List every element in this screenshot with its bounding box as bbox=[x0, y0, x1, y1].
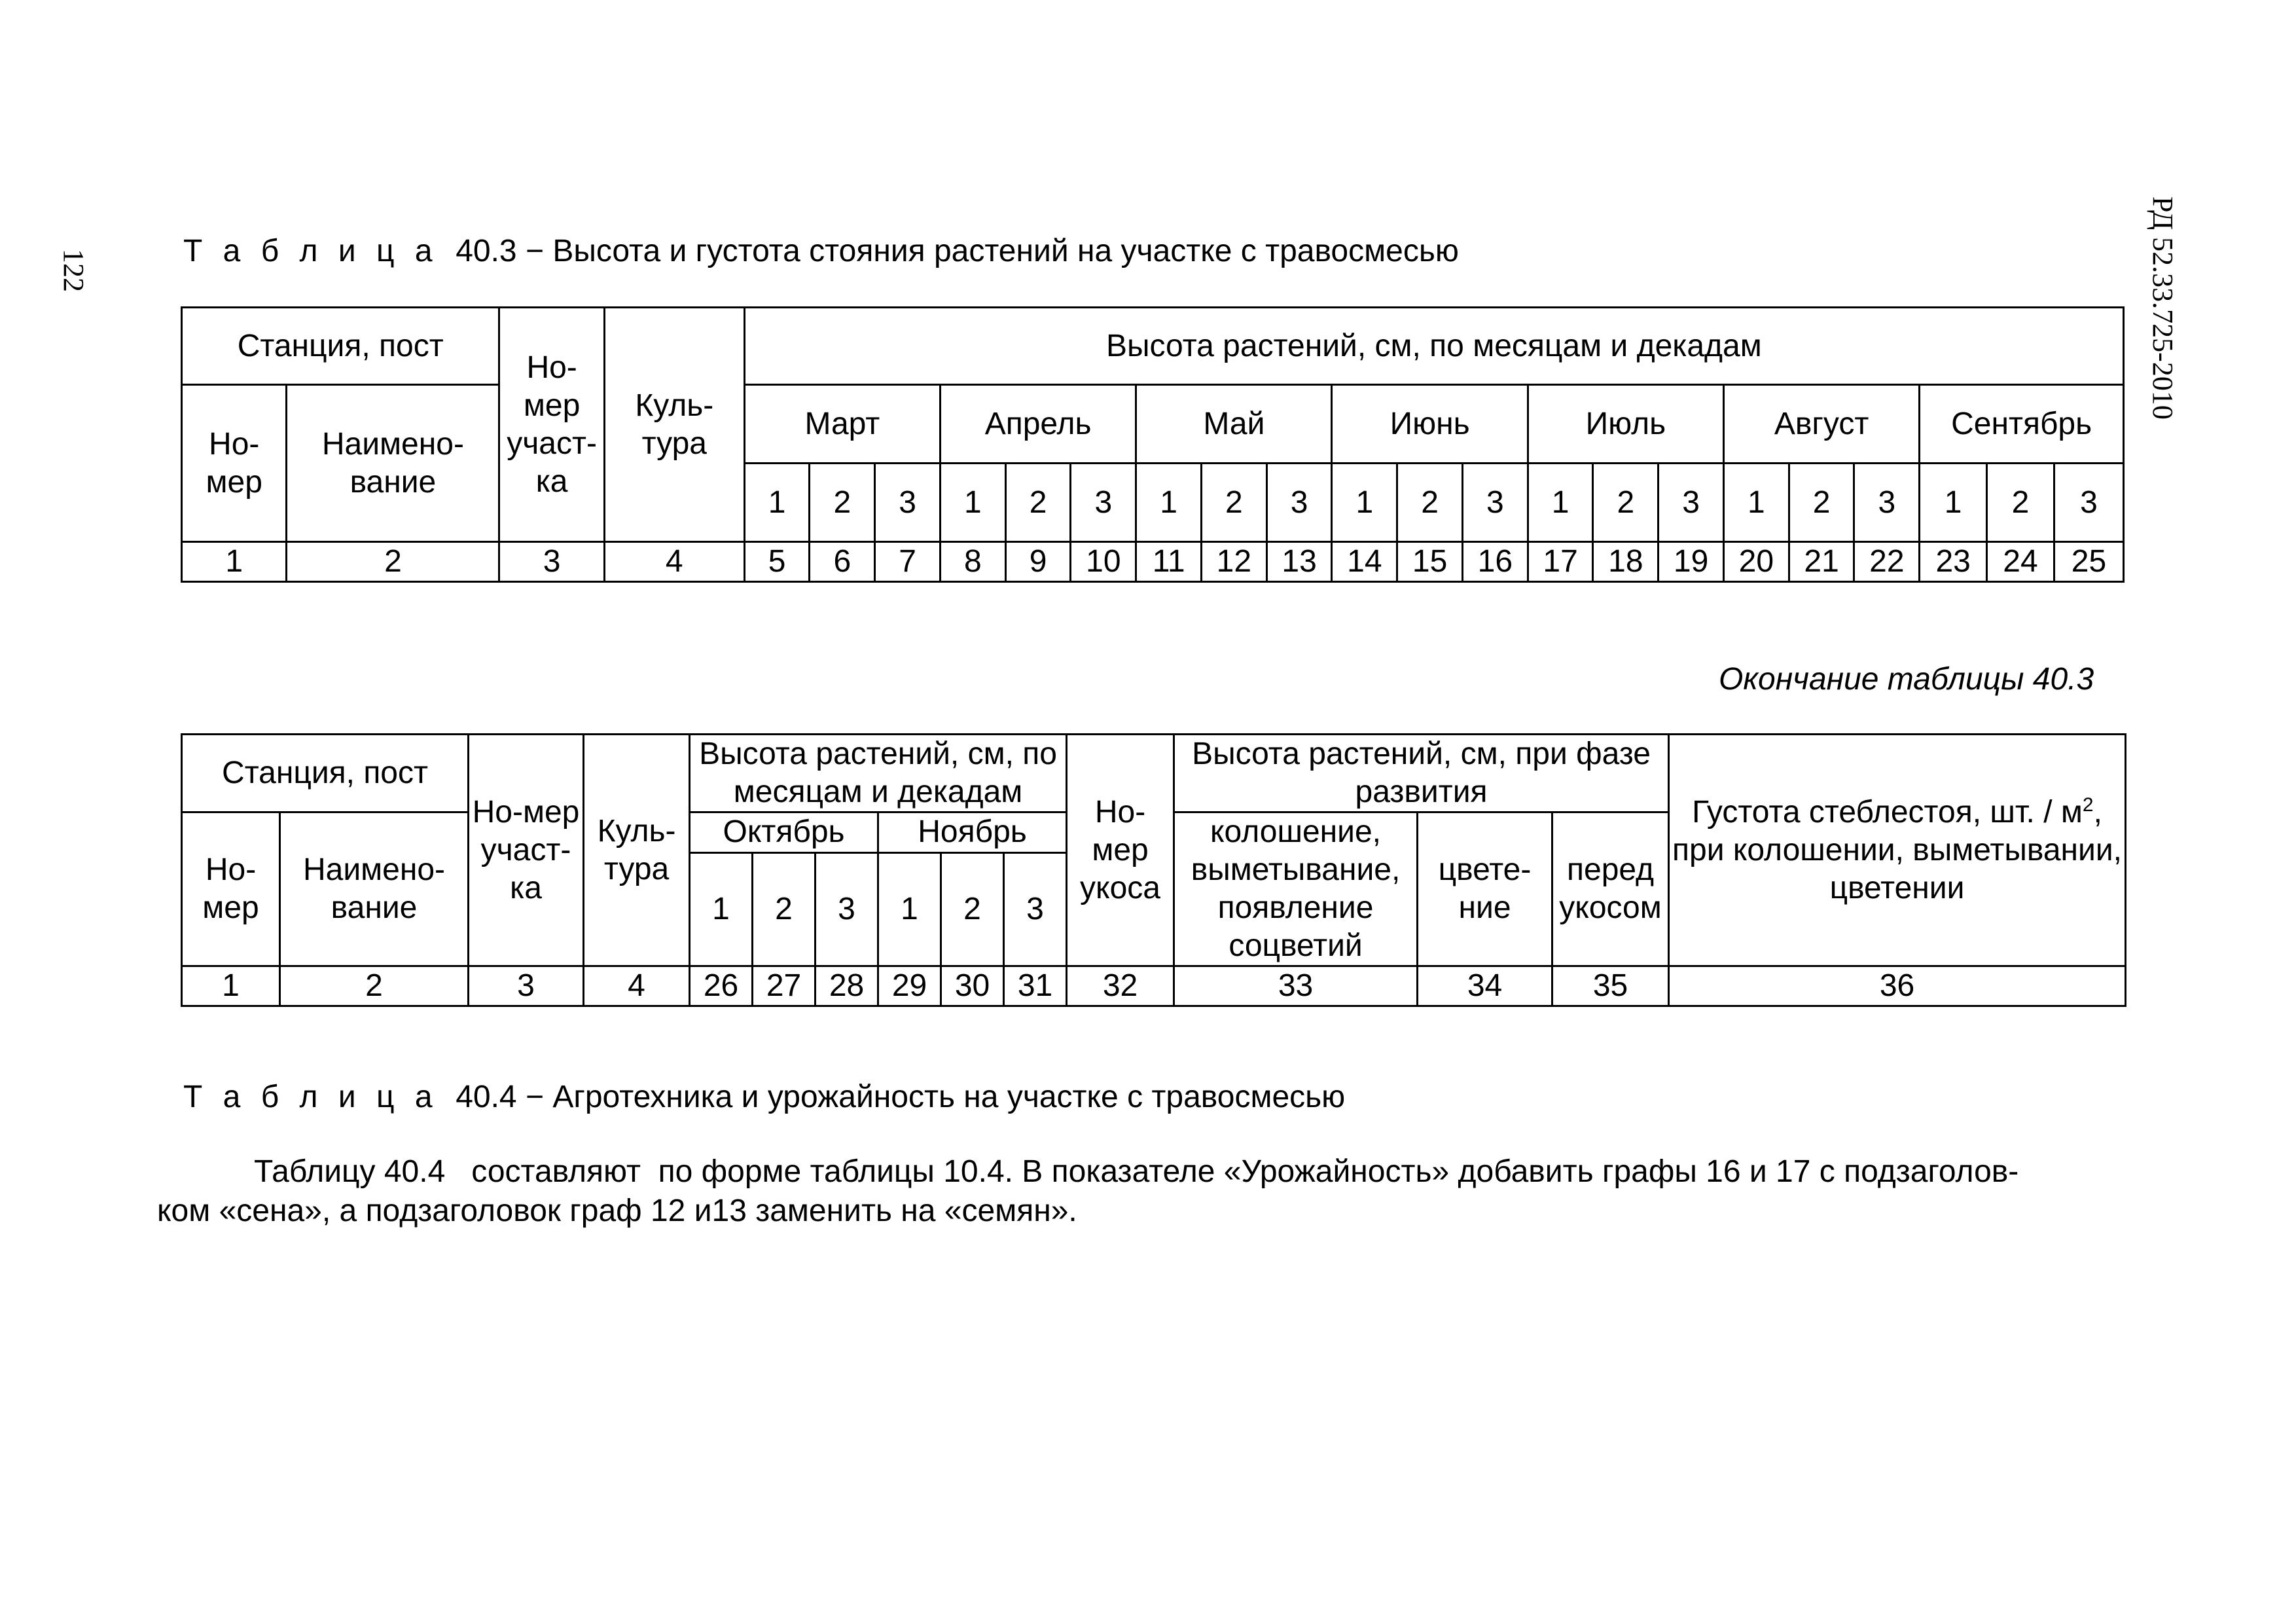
column-number: 15 bbox=[1397, 542, 1463, 582]
table-caption-text: 40.3 − Высота и густота стояния растений на участке с травосмесью bbox=[456, 234, 1459, 268]
decade-cell: 1 bbox=[1528, 464, 1593, 542]
column-number: 27 bbox=[753, 966, 816, 1006]
decade-cell: 3 bbox=[2054, 464, 2123, 542]
column-number: 14 bbox=[1332, 542, 1397, 582]
month-header: Октябрь bbox=[690, 812, 878, 853]
station-header: Станция, пост bbox=[182, 308, 499, 385]
column-number: 23 bbox=[1920, 542, 1987, 582]
name-header: Наимено-вание bbox=[280, 812, 469, 966]
column-number: 29 bbox=[878, 966, 941, 1006]
column-number: 24 bbox=[1987, 542, 2054, 582]
column-number: 35 bbox=[1552, 966, 1669, 1006]
station-header: Станция, пост bbox=[182, 735, 469, 812]
plot-number-header: Но-мер участ-ка bbox=[469, 735, 584, 966]
column-number: 4 bbox=[604, 542, 744, 582]
column-number: 6 bbox=[810, 542, 875, 582]
month-header: Май bbox=[1136, 385, 1332, 464]
number-header: Но-мер bbox=[182, 385, 287, 542]
decade-cell: 3 bbox=[1659, 464, 1724, 542]
column-number: 11 bbox=[1136, 542, 1202, 582]
crop-header: Куль-тура bbox=[584, 735, 690, 966]
decade-cell: 2 bbox=[1789, 464, 1854, 542]
column-number: 34 bbox=[1418, 966, 1552, 1006]
month-header: Март bbox=[744, 385, 940, 464]
column-number: 9 bbox=[1005, 542, 1071, 582]
column-number: 2 bbox=[287, 542, 499, 582]
decade-cell: 2 bbox=[1987, 464, 2054, 542]
name-header: Наимено-вание bbox=[287, 385, 499, 542]
column-number: 22 bbox=[1854, 542, 1920, 582]
cut-number-header: Но-мер укоса bbox=[1067, 735, 1174, 966]
density-header bbox=[1669, 735, 2126, 966]
month-header: Август bbox=[1723, 385, 1919, 464]
decade-cell: 1 bbox=[1136, 464, 1202, 542]
column-number: 1 bbox=[182, 966, 280, 1006]
decade-cell: 2 bbox=[810, 464, 875, 542]
decade-cell: 2 bbox=[753, 852, 816, 966]
column-number: 3 bbox=[469, 966, 584, 1006]
decade-cell: 1 bbox=[1920, 464, 1987, 542]
column-number: 1 bbox=[182, 542, 287, 582]
phase-header: Высота растений, см, при фазе развития bbox=[1174, 735, 1669, 812]
table-40-4-caption bbox=[183, 1079, 1345, 1115]
column-number: 5 bbox=[744, 542, 810, 582]
decade-cell: 1 bbox=[1332, 464, 1397, 542]
decade-cell: 3 bbox=[1004, 852, 1067, 966]
crop-header: Куль-тура bbox=[604, 308, 744, 542]
column-number: 13 bbox=[1266, 542, 1332, 582]
decade-cell: 1 bbox=[744, 464, 810, 542]
plot-number-header: Но-мер участ-ка bbox=[499, 308, 604, 542]
column-number: 26 bbox=[690, 966, 753, 1006]
phase-heading-header: колошение, выметывание, появление соцветий bbox=[1174, 812, 1418, 966]
decade-cell: 3 bbox=[1854, 464, 1920, 542]
decade-cell: 2 bbox=[1593, 464, 1659, 542]
column-number: 10 bbox=[1071, 542, 1136, 582]
number-header: Но-мер bbox=[182, 812, 280, 966]
month-header: Ноябрь bbox=[878, 812, 1067, 853]
table-caption-text: 40.4 − Агротехника и урожайность на участке с травосмесью bbox=[456, 1080, 1346, 1114]
column-number: 20 bbox=[1723, 542, 1789, 582]
decade-cell: 2 bbox=[1201, 464, 1266, 542]
decade-cell: 3 bbox=[1266, 464, 1332, 542]
page-number: 122 bbox=[58, 249, 90, 292]
decade-cell: 1 bbox=[878, 852, 941, 966]
column-number: 18 bbox=[1593, 542, 1659, 582]
column-number: 7 bbox=[875, 542, 941, 582]
paragraph-line: ком «сена», а подзаголовок граф 12 и13 заменить на «семян». bbox=[157, 1194, 1077, 1228]
column-number: 21 bbox=[1789, 542, 1854, 582]
document-id: РД 52.33.725-2010 bbox=[2147, 196, 2179, 420]
month-header: Июнь bbox=[1332, 385, 1528, 464]
instruction-paragraph bbox=[157, 1152, 2160, 1231]
height-header: Высота растений, см, по месяцам и декадам bbox=[744, 308, 2123, 385]
paragraph-line: Таблицу 40.4 составляют по форме таблицы 10.4. В показателе «Урожайность» добавить графы 16 и 17 с подзаголов- bbox=[254, 1154, 2019, 1189]
month-header: Апрель bbox=[940, 385, 1136, 464]
column-number: 4 bbox=[584, 966, 690, 1006]
table-40-3-end bbox=[181, 733, 2126, 1007]
height-header: Высота растений, см, по месяцам и декадам bbox=[690, 735, 1067, 812]
column-number: 33 bbox=[1174, 966, 1418, 1006]
decade-cell: 3 bbox=[816, 852, 878, 966]
table-40-3 bbox=[181, 306, 2125, 583]
density-header-text: Густота стеблестоя, шт. / м bbox=[1692, 794, 2083, 830]
table-caption-label: Т а б л и ц а bbox=[183, 234, 439, 268]
column-number: 30 bbox=[941, 966, 1004, 1006]
column-number: 17 bbox=[1528, 542, 1593, 582]
column-number: 3 bbox=[499, 542, 604, 582]
decade-cell: 2 bbox=[1005, 464, 1071, 542]
density-header-text-cont: , при колошении, выметывании, цветении bbox=[1672, 794, 2122, 905]
column-number: 2 bbox=[280, 966, 469, 1006]
column-number: 8 bbox=[940, 542, 1005, 582]
phase-before-cut-header: перед укосом bbox=[1552, 812, 1669, 966]
table-40-3-caption bbox=[183, 233, 1459, 269]
column-number: 28 bbox=[816, 966, 878, 1006]
column-number: 16 bbox=[1462, 542, 1528, 582]
phase-flowering-header: цвете-ние bbox=[1418, 812, 1552, 966]
month-header: Сентябрь bbox=[1920, 385, 2124, 464]
decade-cell: 1 bbox=[940, 464, 1005, 542]
column-number: 32 bbox=[1067, 966, 1174, 1006]
decade-cell: 1 bbox=[1723, 464, 1789, 542]
decade-cell: 1 bbox=[690, 852, 753, 966]
column-number: 25 bbox=[2054, 542, 2123, 582]
column-number: 36 bbox=[1669, 966, 2126, 1006]
density-superscript: 2 bbox=[2082, 793, 2094, 816]
column-number: 19 bbox=[1659, 542, 1724, 582]
decade-cell: 2 bbox=[1397, 464, 1463, 542]
column-number: 31 bbox=[1004, 966, 1067, 1006]
month-header: Июль bbox=[1528, 385, 1723, 464]
decade-cell: 3 bbox=[875, 464, 941, 542]
table-caption-label: Т а б л и ц а bbox=[183, 1080, 439, 1114]
continuation-label: Окончание таблицы 40.3 bbox=[1719, 662, 2094, 697]
decade-cell: 3 bbox=[1071, 464, 1136, 542]
column-number: 12 bbox=[1201, 542, 1266, 582]
decade-cell: 2 bbox=[941, 852, 1004, 966]
decade-cell: 3 bbox=[1462, 464, 1528, 542]
